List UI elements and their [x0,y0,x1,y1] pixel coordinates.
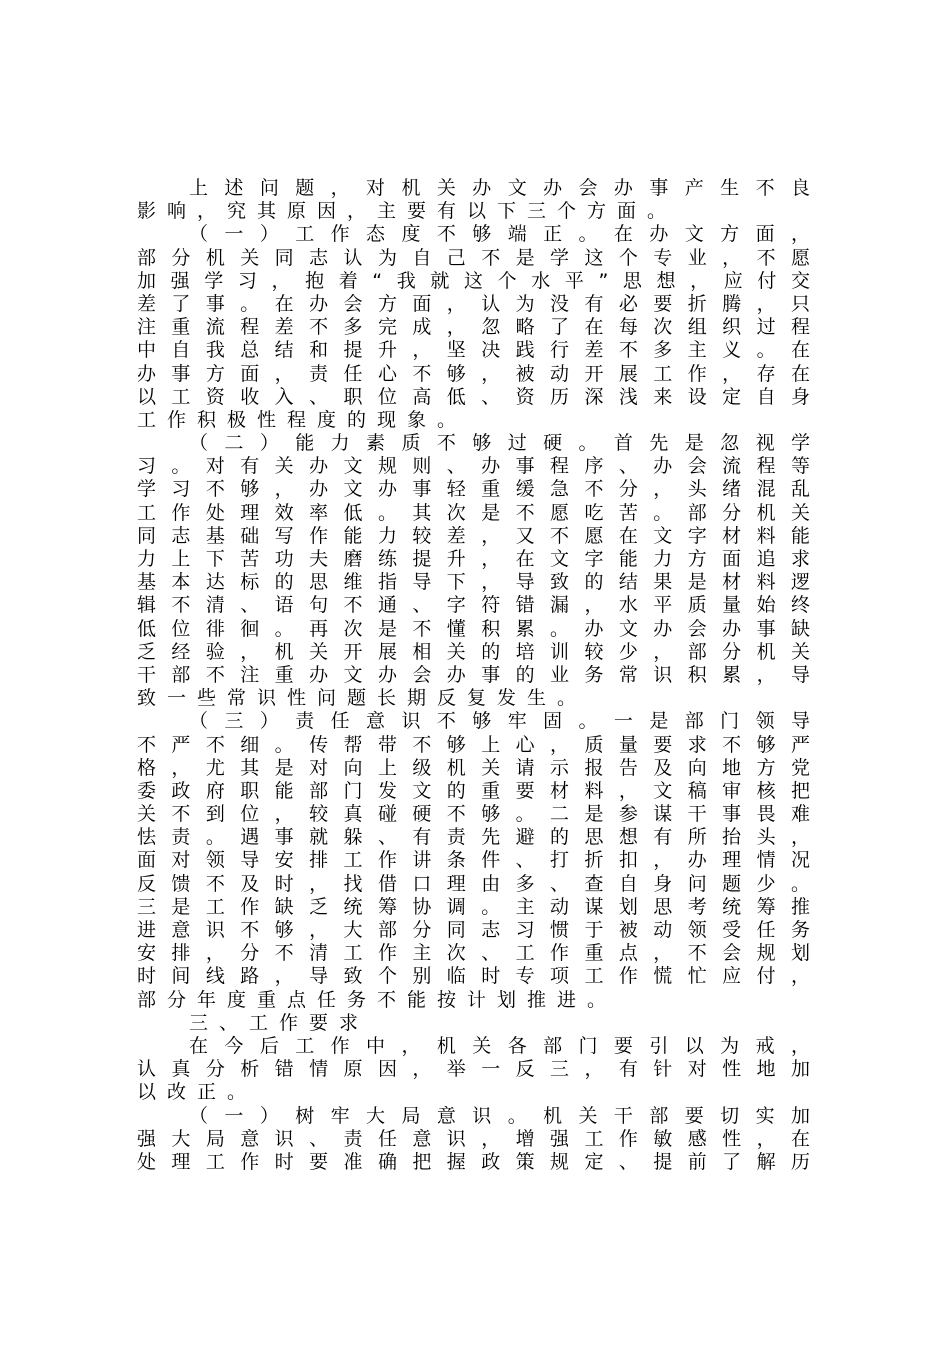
text-line: 注重流程差不多完成，忽略了在每次组织过程 [137,316,810,339]
text-line: 中自我总结和提升，坚决践行差不多主义。在 [137,339,810,362]
text-line: 处理工作时要准确把握政策规定、提前了解历 [137,1150,810,1173]
text-line: 干部不注重办文办会办事的业务常识积累，导 [137,663,810,686]
text-line: 反馈不及时，找借口理由多、查自身问题少。 [137,872,810,895]
text-line: 差了事。在办会方面，认为没有必要折腾，只 [137,292,810,315]
text-line: 低位徘徊。再次是不懂积累。办文办会办事缺 [137,617,810,640]
text-line: 工作积极性程度的现象。 [137,408,468,431]
text-line: 学习不够，办文办事轻重缓急不分，头绪混乱 [137,478,810,501]
text-line: 力上下苦功夫磨练提升，在文字能力方面追求 [137,548,810,570]
document-body [137,177,810,1174]
text-line: 安排，分不清工作主次、工作重点，不会规划 [137,942,810,965]
text-line: 强大局意识、责任意识，增强工作敏感性，在 [137,1127,810,1150]
text-line: 关不到位，较真碰硬不够。二是参谋干事畏难 [137,803,810,826]
text-line: 委政府职能部门发文的重要材料，文稿审核把 [137,779,810,802]
text-line: 同志基础写作能力较差，又不愿在文字材料能 [137,524,810,547]
text-line: （三）责任意识不够牢固。一是部门领导 [189,710,810,733]
text-line: 以工资收入、职位高低、资历深浅来设定自身 [137,385,810,408]
text-line: 部分年度重点任务不能按计划推进。 [137,988,618,1011]
text-line: 乏经验，机关开展相关的培训较少，部分机关 [137,640,810,663]
text-line: （一）树牢大局意识。机关干部要切实加 [189,1104,810,1127]
text-line: 部分机关同志认为自己不是学这个专业，不愿 [137,246,810,269]
text-line: 怯责。遇事就躲、有责先避的思想有所抬头， [137,826,810,849]
text-line: 在今后工作中，机关各部门要引以为戒， [189,1034,810,1057]
text-line: 习。对有关办文规则、办事程序、办会流程等 [137,455,810,478]
text-line: 面对领导安排工作讲条件、打折扣，办理情况 [137,849,810,872]
text-line: 时间线路，导致个别临时专项工作慌忙应付， [137,965,810,988]
text-line: 工作处理效率低。其次是不愿吃苦。部分机关 [137,501,810,524]
text-line: （一）工作态度不够端正。在办文方面， [189,223,810,246]
text-line: 基本达标的思维指导下，导致的结果是材料逻 [137,571,810,594]
text-line: 格，尤其是对向上级机关请示报告及向地方党 [137,756,810,779]
text-line: 三是工作缺乏统筹协调。主动谋划思考统筹推 [137,895,810,918]
text-line: 辑不清、语句不通、字符错漏，水平质量始终 [137,594,810,617]
text-line: 办事方面，责任心不够，被动开展工作，存在 [137,362,810,385]
section-heading: 三、工作要求 [189,1011,370,1034]
text-line: 不严不细。传帮带不够上心，质量要求不够严 [137,733,810,756]
text-line: （二）能力素质不够过硬。首先是忽视学 [189,432,810,455]
text-line: 影响，究其原因，主要有以下三个方面。 [137,200,678,223]
text-line: 加强学习，抱着“我就这个水平”思想，应付交 [137,269,810,292]
text-line: 以改正。 [137,1081,258,1104]
text-line: 认真分析错情原因，举一反三，有针对性地加 [137,1058,810,1081]
text-line: 进意识不够，大部分同志习惯于被动领受任务 [137,919,810,941]
text-line: 上述问题，对机关办文办会办事产生不良 [189,177,810,199]
text-line: 致一些常识性问题长期反复发生。 [137,687,588,710]
